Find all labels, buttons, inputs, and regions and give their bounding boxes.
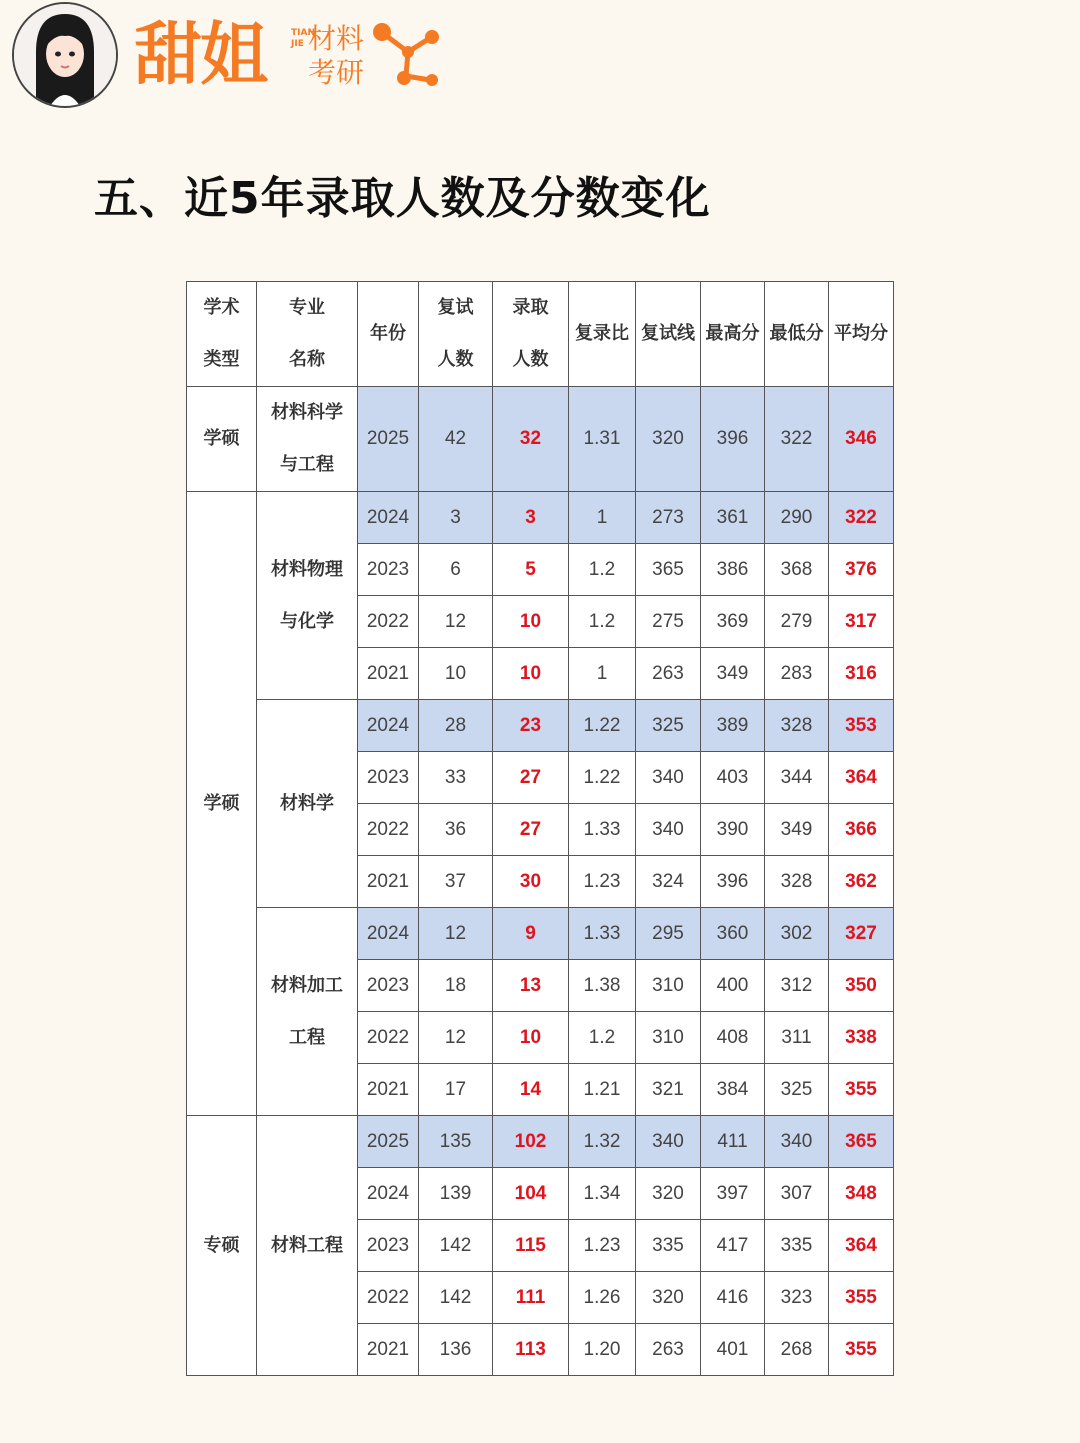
header-retest-line-text: 复试线 [641, 323, 695, 344]
ratio-cell: 1.2 [569, 544, 636, 596]
admit-count-cell: 10 [493, 1012, 569, 1064]
header-type-text: 学术 类型 [203, 297, 240, 370]
min-score-cell: 302 [765, 908, 829, 960]
header-min-score-text: 最低分 [769, 323, 824, 344]
min-score-cell: 340 [765, 1116, 829, 1168]
year-cell: 2021 [358, 856, 419, 908]
avg-score-cell: 348 [829, 1168, 894, 1220]
header-year [358, 282, 419, 387]
year-cell: 2023 [358, 1220, 419, 1272]
year-cell: 2023 [358, 752, 419, 804]
max-score-cell: 361 [701, 492, 765, 544]
avg-score-cell: 317 [829, 596, 894, 648]
year-cell: 2023 [358, 960, 419, 1012]
retest-count-cell: 135 [419, 1116, 493, 1168]
molecule-icon [368, 20, 444, 90]
year-cell: 2022 [358, 1272, 419, 1324]
max-score-cell: 396 [701, 856, 765, 908]
max-score-cell: 416 [701, 1272, 765, 1324]
ratio-cell: 1.34 [569, 1168, 636, 1220]
avg-score-cell: 355 [829, 1324, 894, 1376]
table-body [187, 282, 894, 1376]
admit-count-cell: 27 [493, 804, 569, 856]
ratio-cell: 1.38 [569, 960, 636, 1012]
retest-line-cell: 340 [636, 1116, 701, 1168]
header-major [257, 282, 358, 387]
ratio-cell: 1.33 [569, 804, 636, 856]
retest-line-cell: 320 [636, 1272, 701, 1324]
ratio-cell: 1.33 [569, 908, 636, 960]
min-score-cell: 307 [765, 1168, 829, 1220]
admit-count-cell: 9 [493, 908, 569, 960]
max-score-cell: 384 [701, 1064, 765, 1116]
year-cell: 2021 [358, 1064, 419, 1116]
ratio-cell: 1.21 [569, 1064, 636, 1116]
retest-line-cell: 340 [636, 804, 701, 856]
header-retest-line [636, 282, 701, 387]
avg-score-cell: 322 [829, 492, 894, 544]
max-score-cell: 401 [701, 1324, 765, 1376]
avg-score-cell: 346 [829, 387, 894, 492]
retest-count-cell: 28 [419, 700, 493, 752]
min-score-cell: 328 [765, 700, 829, 752]
ratio-cell: 1.31 [569, 387, 636, 492]
retest-line-cell: 295 [636, 908, 701, 960]
avg-score-cell: 365 [829, 1116, 894, 1168]
avatar [12, 2, 118, 108]
header-admit-count [493, 282, 569, 387]
header-max-score [701, 282, 765, 387]
ratio-cell: 1.20 [569, 1324, 636, 1376]
header-ratio-text: 复录比 [575, 323, 629, 344]
admit-count-cell: 111 [493, 1272, 569, 1324]
degree-type-cell: 专硕 [187, 1116, 257, 1376]
avatar-illustration [14, 4, 116, 106]
retest-line-cell: 275 [636, 596, 701, 648]
max-score-cell: 390 [701, 804, 765, 856]
min-score-cell: 335 [765, 1220, 829, 1272]
max-score-cell: 411 [701, 1116, 765, 1168]
min-score-cell: 349 [765, 804, 829, 856]
year-cell: 2022 [358, 804, 419, 856]
header-year-text: 年份 [370, 323, 406, 344]
major-name-cell: 材料科学 与工程 [257, 387, 358, 492]
avg-score-cell: 364 [829, 752, 894, 804]
header-avg-score [829, 282, 894, 387]
min-score-cell: 283 [765, 648, 829, 700]
ratio-cell: 1.22 [569, 700, 636, 752]
table-row [187, 1116, 894, 1168]
brand-pinyin: TIAN JIE [291, 28, 315, 49]
avg-score-cell: 366 [829, 804, 894, 856]
ratio-cell: 1.2 [569, 1012, 636, 1064]
ratio-cell: 1.22 [569, 752, 636, 804]
retest-line-cell: 263 [636, 648, 701, 700]
min-score-cell: 268 [765, 1324, 829, 1376]
max-score-cell: 400 [701, 960, 765, 1012]
admit-count-cell: 30 [493, 856, 569, 908]
header-max-score-text: 最高分 [705, 323, 760, 344]
header-row [187, 282, 894, 387]
retest-count-cell: 142 [419, 1220, 493, 1272]
header-major-text: 专业 名称 [289, 297, 325, 370]
avg-score-cell: 355 [829, 1064, 894, 1116]
year-cell: 2024 [358, 492, 419, 544]
retest-count-cell: 12 [419, 1012, 493, 1064]
retest-count-cell: 36 [419, 804, 493, 856]
avg-score-cell: 362 [829, 856, 894, 908]
avg-score-cell: 338 [829, 1012, 894, 1064]
brand-sub [308, 22, 364, 90]
table-row [187, 492, 894, 544]
admit-count-cell: 13 [493, 960, 569, 1012]
max-score-cell: 360 [701, 908, 765, 960]
retest-count-cell: 17 [419, 1064, 493, 1116]
brand-sub-bottom: 考研 [308, 56, 365, 89]
retest-line-cell: 320 [636, 387, 701, 492]
avg-score-cell: 327 [829, 908, 894, 960]
avg-score-cell: 355 [829, 1272, 894, 1324]
admission-table [186, 281, 894, 1376]
table-row [187, 908, 894, 960]
retest-count-cell: 37 [419, 856, 493, 908]
admit-count-cell: 113 [493, 1324, 569, 1376]
year-cell: 2025 [358, 387, 419, 492]
retest-line-cell: 273 [636, 492, 701, 544]
retest-line-cell: 321 [636, 1064, 701, 1116]
min-score-cell: 312 [765, 960, 829, 1012]
retest-count-cell: 142 [419, 1272, 493, 1324]
min-score-cell: 344 [765, 752, 829, 804]
year-cell: 2021 [358, 1324, 419, 1376]
year-cell: 2024 [358, 908, 419, 960]
header-min-score [765, 282, 829, 387]
major-name-cell: 材料物理 与化学 [257, 492, 358, 700]
retest-line-cell: 263 [636, 1324, 701, 1376]
header-avg-score-text: 平均分 [834, 323, 888, 344]
brand-sub-top: 材料 [308, 22, 365, 55]
ratio-cell: 1.32 [569, 1116, 636, 1168]
min-score-cell: 311 [765, 1012, 829, 1064]
min-score-cell: 328 [765, 856, 829, 908]
admit-count-cell: 3 [493, 492, 569, 544]
admit-count-cell: 10 [493, 596, 569, 648]
year-cell: 2025 [358, 1116, 419, 1168]
ratio-cell: 1.23 [569, 1220, 636, 1272]
header-admit-count-text: 录取 人数 [512, 297, 549, 370]
min-score-cell: 325 [765, 1064, 829, 1116]
min-score-cell: 290 [765, 492, 829, 544]
header-type [187, 282, 257, 387]
ratio-cell: 1.2 [569, 596, 636, 648]
retest-count-cell: 42 [419, 387, 493, 492]
admit-count-cell: 115 [493, 1220, 569, 1272]
min-score-cell: 368 [765, 544, 829, 596]
max-score-cell: 417 [701, 1220, 765, 1272]
retest-line-cell: 365 [636, 544, 701, 596]
min-score-cell: 322 [765, 387, 829, 492]
year-cell: 2024 [358, 700, 419, 752]
major-name-cell: 材料工程 [257, 1116, 358, 1376]
year-cell: 2022 [358, 596, 419, 648]
max-score-cell: 389 [701, 700, 765, 752]
header-retest-count [419, 282, 493, 387]
ratio-cell: 1 [569, 492, 636, 544]
brand-name: 甜姐 [134, 16, 267, 95]
admit-count-cell: 102 [493, 1116, 569, 1168]
admit-count-cell: 32 [493, 387, 569, 492]
max-score-cell: 403 [701, 752, 765, 804]
max-score-cell: 386 [701, 544, 765, 596]
admit-count-cell: 5 [493, 544, 569, 596]
avg-score-cell: 353 [829, 700, 894, 752]
table-row [187, 700, 894, 752]
avg-score-cell: 350 [829, 960, 894, 1012]
retest-count-cell: 3 [419, 492, 493, 544]
degree-type-cell: 学硕 [187, 387, 257, 492]
year-cell: 2023 [358, 544, 419, 596]
admit-count-cell: 104 [493, 1168, 569, 1220]
ratio-cell: 1.23 [569, 856, 636, 908]
retest-count-cell: 139 [419, 1168, 493, 1220]
degree-type-cell: 学硕 [187, 492, 257, 1116]
retest-line-cell: 320 [636, 1168, 701, 1220]
year-cell: 2021 [358, 648, 419, 700]
min-score-cell: 323 [765, 1272, 829, 1324]
retest-count-cell: 12 [419, 908, 493, 960]
avg-score-cell: 316 [829, 648, 894, 700]
retest-line-cell: 310 [636, 960, 701, 1012]
retest-line-cell: 324 [636, 856, 701, 908]
table-row [187, 387, 894, 492]
avg-score-cell: 364 [829, 1220, 894, 1272]
header-ratio [569, 282, 636, 387]
retest-count-cell: 10 [419, 648, 493, 700]
admit-count-cell: 27 [493, 752, 569, 804]
retest-count-cell: 136 [419, 1324, 493, 1376]
ratio-cell: 1.26 [569, 1272, 636, 1324]
retest-line-cell: 325 [636, 700, 701, 752]
admit-count-cell: 23 [493, 700, 569, 752]
retest-line-cell: 335 [636, 1220, 701, 1272]
year-cell: 2024 [358, 1168, 419, 1220]
page-title: 五、近5年录取人数及分数变化 [94, 173, 711, 224]
min-score-cell: 279 [765, 596, 829, 648]
retest-line-cell: 340 [636, 752, 701, 804]
max-score-cell: 396 [701, 387, 765, 492]
avg-score-cell: 376 [829, 544, 894, 596]
retest-count-cell: 18 [419, 960, 493, 1012]
brand-header [12, 2, 452, 108]
retest-count-cell: 6 [419, 544, 493, 596]
retest-line-cell: 310 [636, 1012, 701, 1064]
max-score-cell: 369 [701, 596, 765, 648]
header-retest-count-text: 复试 人数 [437, 297, 474, 370]
year-cell: 2022 [358, 1012, 419, 1064]
max-score-cell: 397 [701, 1168, 765, 1220]
ratio-cell: 1 [569, 648, 636, 700]
admit-count-cell: 14 [493, 1064, 569, 1116]
major-name-cell: 材料加工 工程 [257, 908, 358, 1116]
max-score-cell: 408 [701, 1012, 765, 1064]
admit-count-cell: 10 [493, 648, 569, 700]
major-name-cell: 材料学 [257, 700, 358, 908]
retest-count-cell: 33 [419, 752, 493, 804]
retest-count-cell: 12 [419, 596, 493, 648]
max-score-cell: 349 [701, 648, 765, 700]
